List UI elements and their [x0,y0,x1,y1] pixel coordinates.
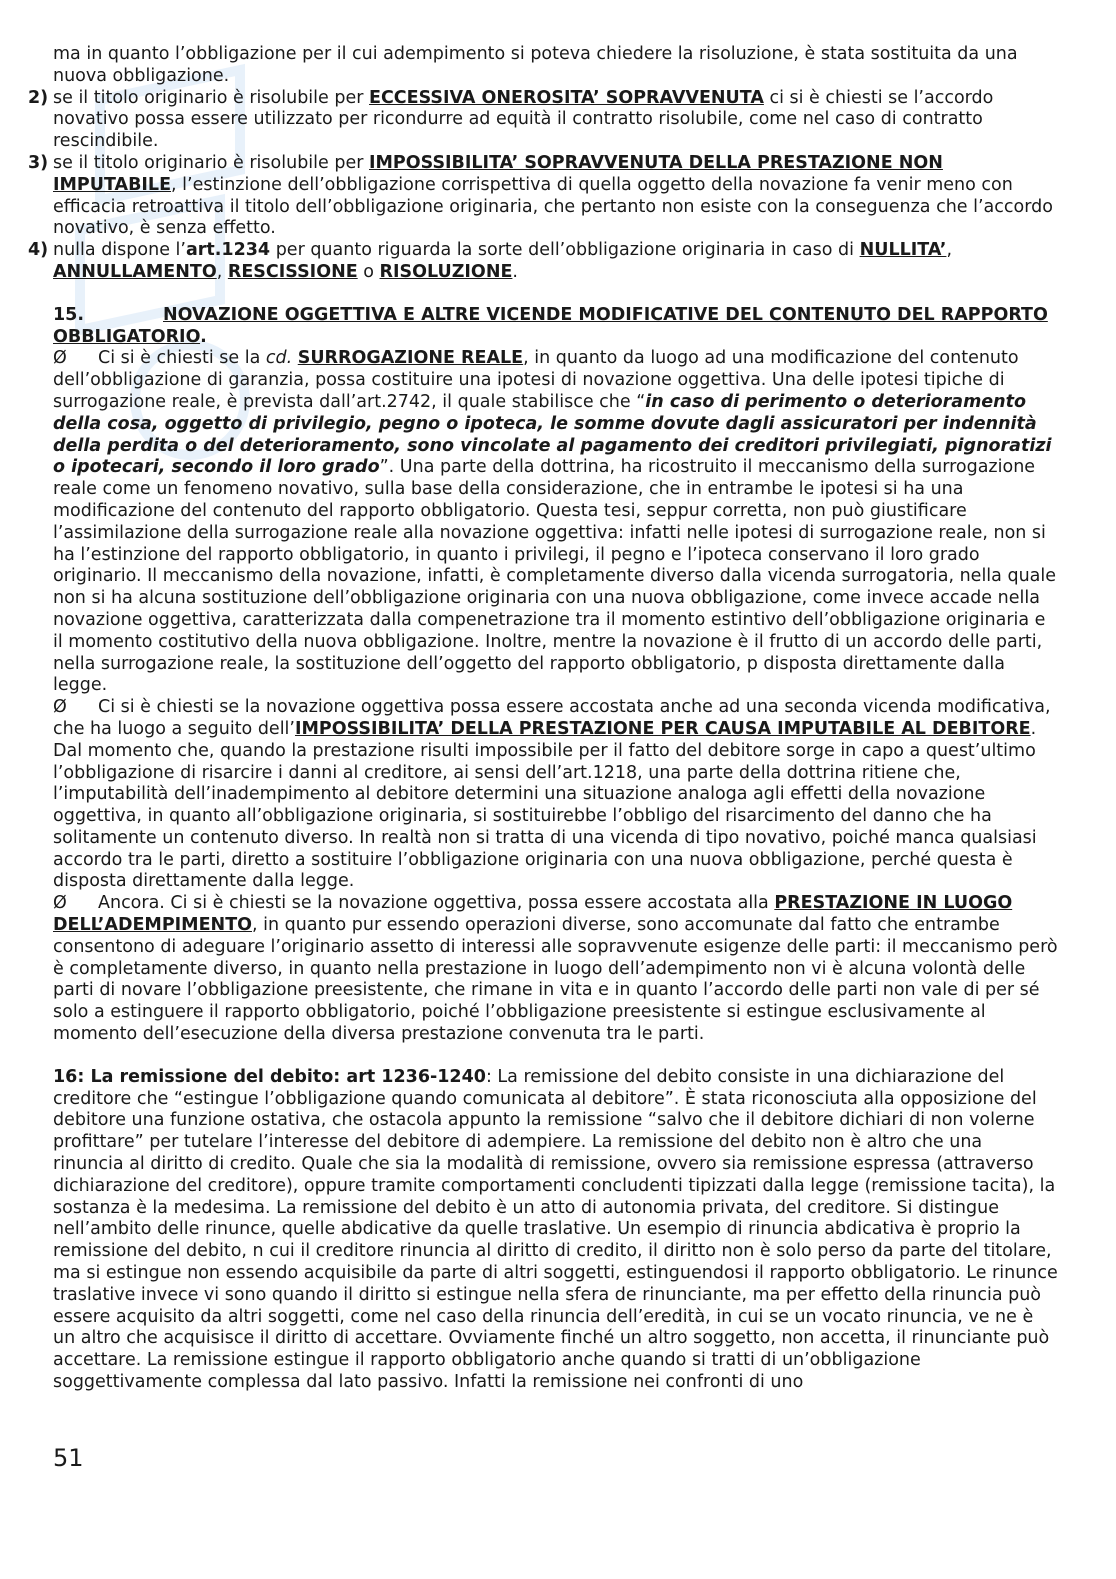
quote-art-2742: in caso di perimento o deterioramento della cosa, oggetto di privilegio, pegno o ipoteca, le somme dovute dagli assicuratori per indennità della perdita o del deterioramento, sono vincolate al pagamento dei creditori privilegiati, pignoratizi o ipotecari, secondo il loro grado [53,391,1052,478]
arrow-bullet-icon: Ø [53,893,67,914]
section-16-title: 16: La remissione del debito: art 1236-1240 [53,1066,486,1087]
paragraph-continuation: ma in quanto l’obbligazione per il cui adempimento si poteva chiedere la risoluzione, è stata sostituita da una nuova obbligazione. [53,44,1018,86]
section-15-heading: 15. NOVAZIONE OGGETTIVA E ALTRE VICENDE MODIFICATIVE DEL CONTENUTO DEL RAPPORTO OBBLIGATORIO. [53,304,1048,347]
arrow-bullet-icon: Ø [53,697,67,718]
list-item-3: 3) se il titolo originario è risolubile per IMPOSSIBILITA’ SOPRAVVENUTA DELLA PRESTAZIONE NON IMPUTABILE, l’estinzione dell’obbligazione corrispettiva di quella oggetto della novazione fa venir meno con efficacia retroattiva il titolo dell’obbligazione originaria, che pertanto non esiste con la conseguenza che l’accordo novativo, è senza effetto. [28,152,1053,239]
section-15-bullet-2: Ø Ci si è chiesti se la novazione oggettiva possa essere accostata anche ad una seconda vicenda modificativa, che ha luogo a seguito dell’IMPOSSIBILITA’ DELLA PRESTAZIONE PER CAUSA IMPUTABILE AL DEBITORE. Dal momento che, quando la prestazione risulti impossibile per il fatto del debitore sorge in capo a quest’ultimo l’obbligazione di risarcire i danni al creditore, ai sensi dell’art.1218, una parte della dottrina ritiene che, l’imputabilità dell’inadempimento al debitore determini una situazione analoga agli effetti della novazione oggettiva, in quanto all’obbligazione originaria, si sostituirebbe l’obbligo del risarcimento del danno che ha solitamente un contenuto diverso. In realtà non si tratta di una vicenda di tipo novativo, poiché manca qualsiasi accordo tra le parti, diretto a sostituire l’obbligazione originaria con una nuova obbligazione, perché questa è disposta direttamente dalla legge. [53,697,1051,892]
page-number: 51 [53,1444,84,1472]
section-15-bullet-3: Ø Ancora. Ci si è chiesti se la novazione oggettiva, possa essere accostata alla PRESTAZIONE IN LUOGO DELL’ADEMPIMENTO, in quanto pur essendo operazioni diverse, sono accomunate dal fatto che entrambe consentono di adeguare l’originario assetto di interessi alle sopravvenute esigenze delle parti: il meccanismo però è completamente diverso, in quanto nella prestazione in luogo dell’adempimento non vi è alcuna volontà delle parti di novare l’obbligazione preesistente, che rimane in vita e in quanto l’accordo delle parti non vale di per sé solo a estinguere il rapporto obbligatorio, poiché l’obbligazione preesistente si estingue esclusivamente al momento dell’esecuzione della diversa prestazione convenuta tra le parti. [53,893,1058,1045]
document-page [0,44,1116,1394]
term-eccessiva-onerosita: ECCESSIVA ONEROSITA’ SOPRAVVENUTA [369,87,764,108]
section-15-title: NOVAZIONE OGGETTIVA E ALTRE VICENDE MODIFICATIVE DEL CONTENUTO DEL RAPPORTO OBBLIGATORIO [53,304,1048,347]
section-16: 16: La remissione del debito: art 1236-1240: La remissione del debito consiste in una dichiarazione del creditore che “estingue l’obbligazione quando comunicata al debitore”. È stata riconosciuta alla opposizione del debitore una funzione ostativa, che ostacola appunto la remissione “salvo che il debitore dichiari di non volerne profittare” per tutelare l’interesse del debitore di adempiere. La remissione del debito non è altro che una rinuncia al diritto di credito. Quale che sia la modalità di remissione, ovvero sia remissione espressa (attraverso dichiarazione del creditore), oppure tramite comportamenti concludenti tipizzati dalla legge (remissione tacita), la sostanza è la medesima. La remissione del debito è un atto di autonomia privata, del creditore. Si distingue nell’ambito delle rinunce, quelle abdicative da quelle traslative. Un esempio di rinuncia abdicativa è proprio la remissione del debito, n cui il creditore rinuncia al diritto di credito, il diritto non è solo perso da parte del titolare, ma si estingue non essendo acquisibile da parte di altri soggetti, estinguendosi il rapporto obbligatorio. Le rinunce traslative invece vi sono quando il diritto si estingue nella sfera de rinunciante, ma per effetto della rinuncia può essere acquisito da altri soggetti, come nel caso della rinuncia dell’eredità, in cui se un vocato rinuncia, ve ne è un altro che acquisisce il diritto di accettare. Ovviamente finché un altro soggetto, non accetta, il rinunciante può accettare. La remissione estingue il rapporto obbligatorio anche quando si tratti di un’obbligazione soggettivamente complessa dal lato passivo. Infatti la remissione nei confronti di uno [53,1066,1058,1393]
arrow-bullet-icon: Ø [53,348,67,369]
term-impossibilita-non-imputabile: IMPOSSIBILITA’ SOPRAVVENUTA DELLA PRESTAZIONE NON IMPUTABILE [53,152,943,195]
section-15-bullet-1: Ø Ci si è chiesti se la cd. SURROGAZIONE REALE, in quanto da luogo ad una modificazione del contenuto dell’obbligazione di garanzia, possa costituire una ipotesi di novazione oggettiva. Una delle ipotesi tipiche di surrogazione reale, è prevista dall’art.2742, il quale stabilisce che “in caso di perimento o deterioramento della cosa, oggetto di privilegio, pegno o ipoteca, le somme dovute dagli assicuratori per indennità della perdita o del deterioramento, sono vincolate al pagamento dei creditori privilegiati, pignoratizi o ipotecari, secondo il loro grado”. Una parte della dottrina, ha ricostruito il meccanismo della surrogazione reale come un fenomeno novativo, sulla base della considerazione, che in entrambe le ipotesi si ha una modificazione del contenuto del rapporto obbligatorio. Questa tesi, seppur corretta, non può giustificare l’assimilazione della surrogazione reale alla novazione oggettiva: infatti nelle ipotesi di surrogazione reale, non si ha l’estinzione del rapporto obbligatorio, in quanto i privilegi, il pegno e l’ipoteca conservano il loro grado originario. Il meccanismo della novazione, infatti, è completamente diverso dalla vicenda surrogatoria, nella quale non si ha alcuna sostituzione dell’obbligazione originaria con una nuova obbligazione, come invece accade nella novazione oggettiva, caratterizzata dalla compenetrazione tra il momento estintivo dell’obbligazione originaria e il momento costitutivo della nuova obbligazione. Inoltre, mentre la novazione è il frutto di un accordo delle parti, nella surrogazione reale, la sostituzione dell’oggetto del rapporto obbligatorio, p disposta direttamente dalla legge. [53,348,1057,696]
list-item-2: 2) se il titolo originario è risolubile per ECCESSIVA ONEROSITA’ SOPRAVVENUTA ci si è chiesti se l’accordo novativo possa essere utilizzato per ricondurre ad equità il contratto risolubile, come nel caso di contratto rescindibile. [28,87,994,152]
list-item-4: 4) nulla dispone l’art.1234 per quanto riguarda la sorte dell’obbligazione originaria in caso di NULLITA’, ANNULLAMENTO, RESCISSIONE o RISOLUZIONE. [28,240,953,282]
